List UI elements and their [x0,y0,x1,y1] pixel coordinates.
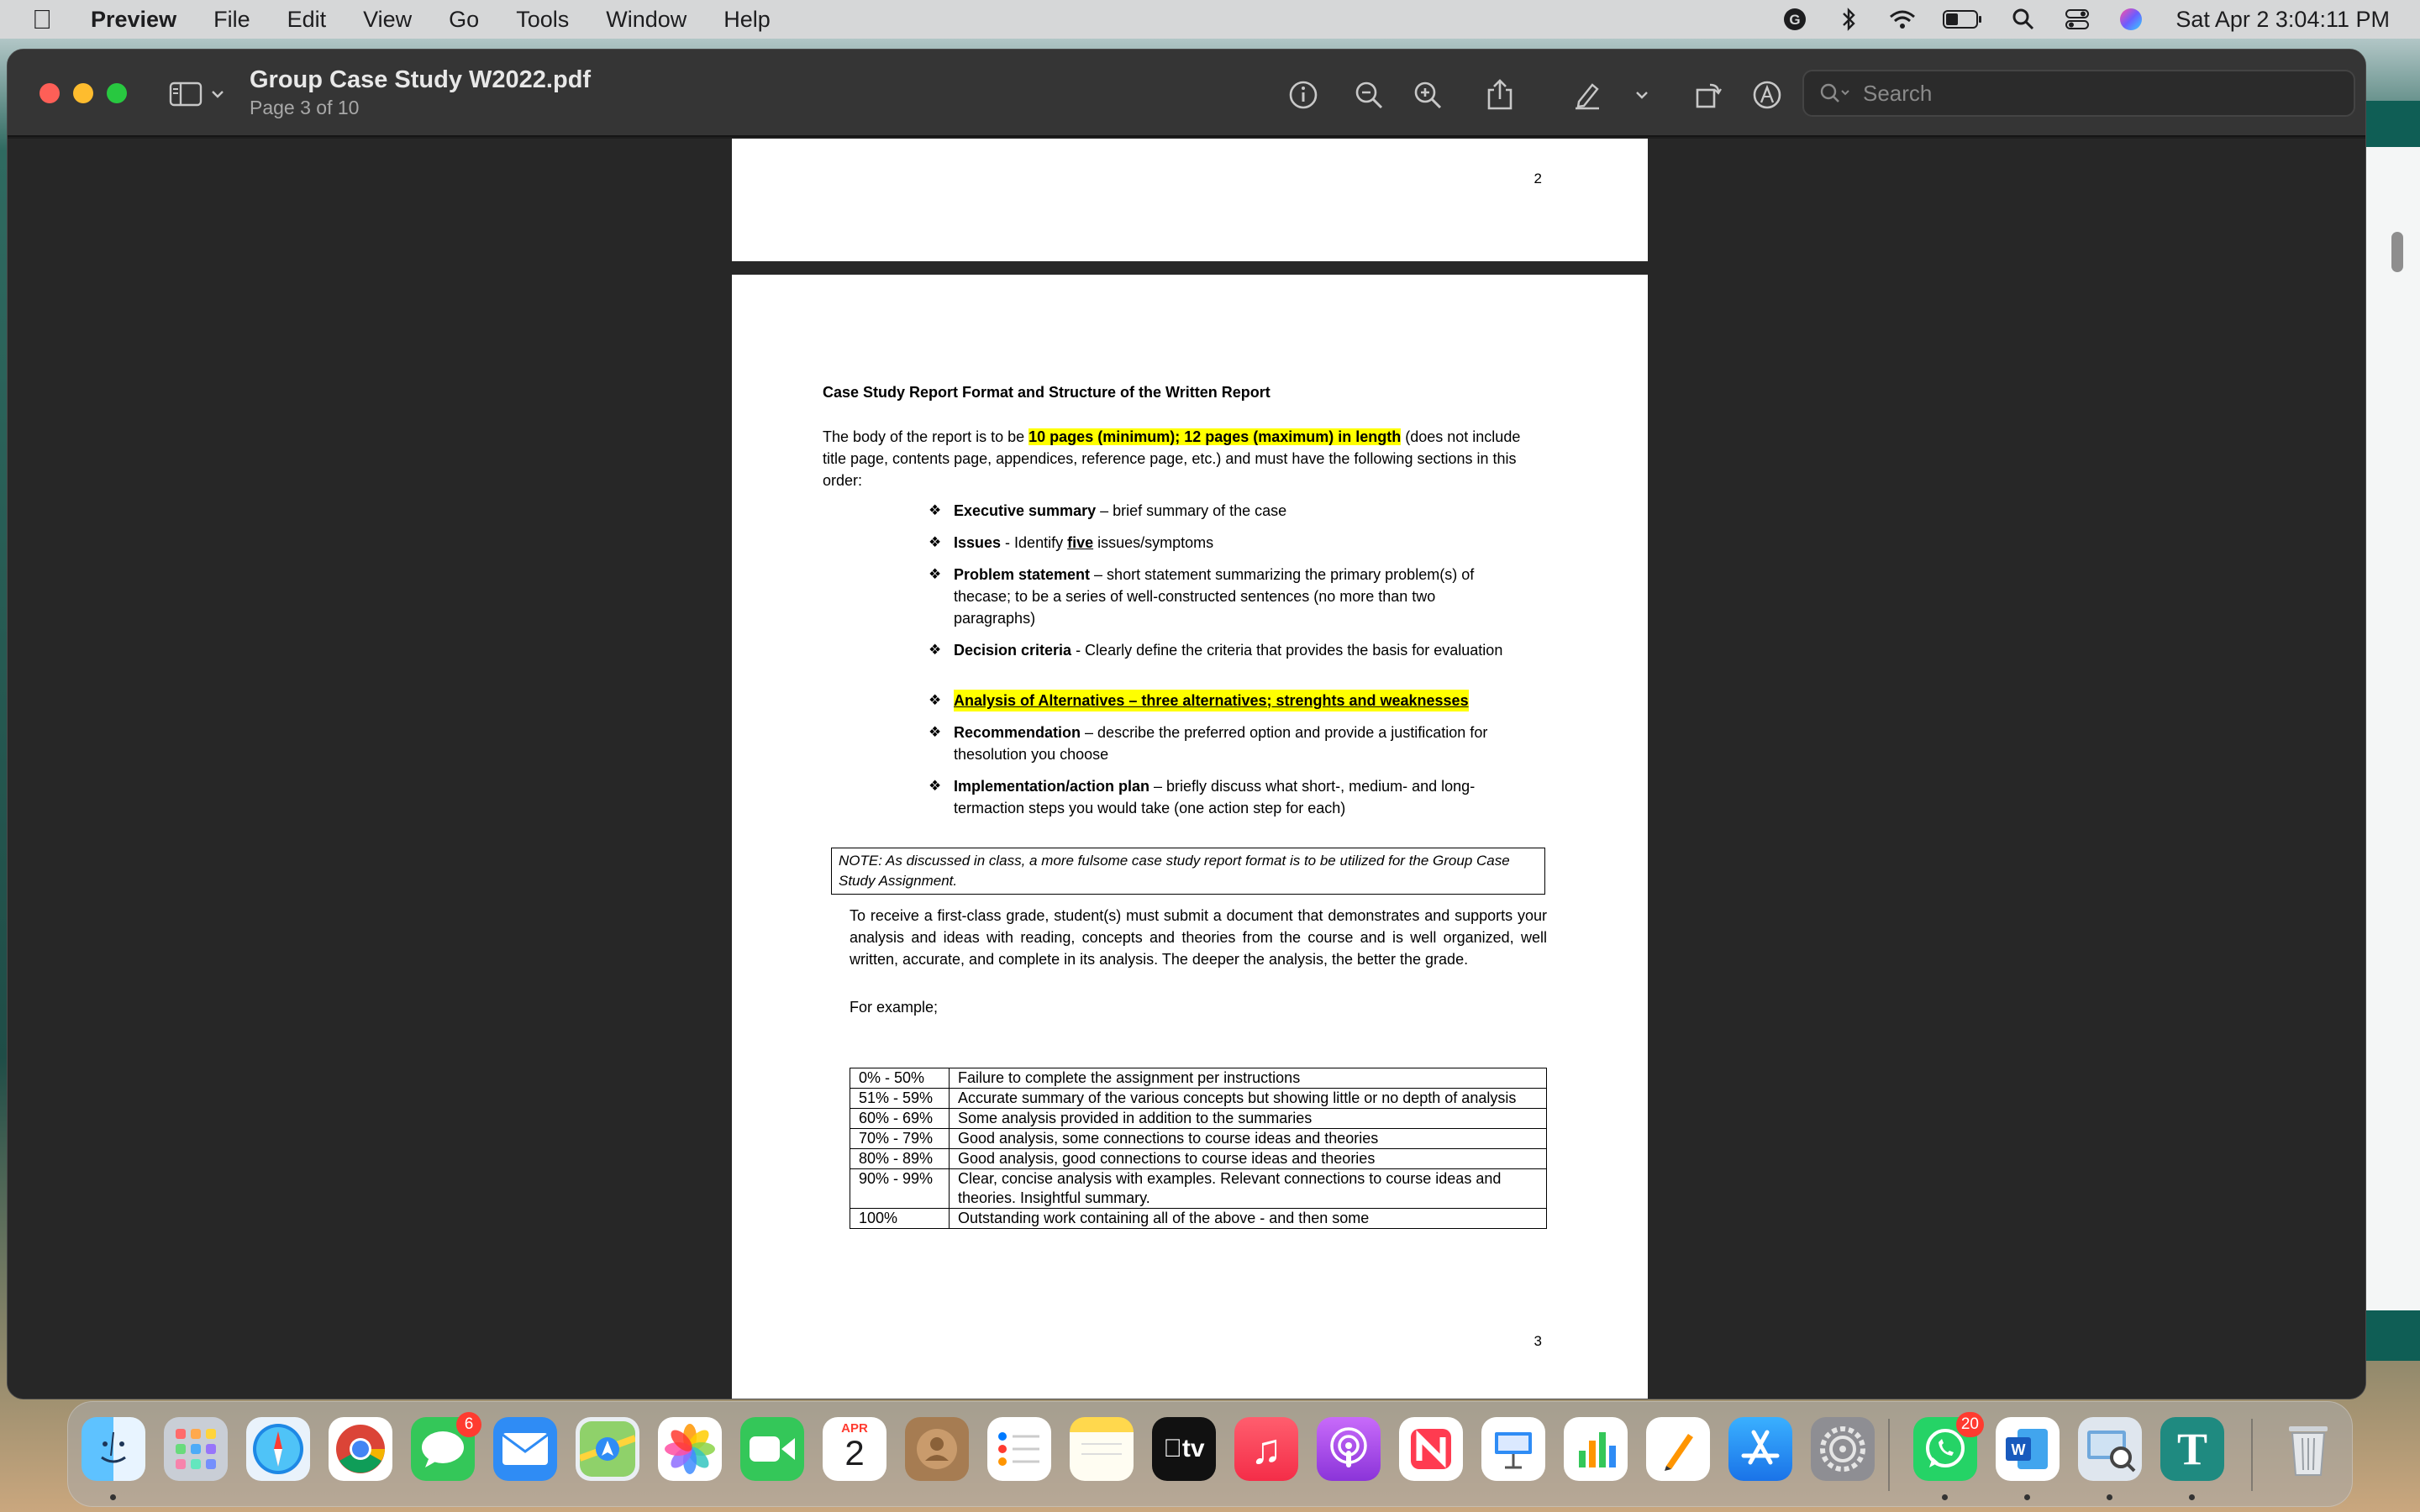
zoom-out-button[interactable] [1352,78,1386,112]
list-item-text: - Identify [1001,534,1068,551]
battery-icon[interactable] [1942,7,1984,32]
grade-range: 70% - 79% [850,1129,950,1149]
sidebar-toggle-button[interactable] [169,80,236,108]
podcasts-icon[interactable] [1317,1417,1381,1481]
grade-description: Some analysis provided in addition to the summaries [950,1109,1547,1129]
maps-icon[interactable] [576,1417,639,1481]
diamond-bullet-icon: ❖ [929,566,942,582]
body-text: (does not include title page, contents page, appendices, reference page, etc.) and must have the following sections in this order: [823,428,1521,489]
list-item [929,639,1559,661]
list-item-term: Executive summary [954,502,1097,519]
highlighter-pen-icon [1572,80,1602,110]
list-item-text: - Clearly define the criteria that provides the basis for evaluation [1071,642,1503,659]
close-window-button[interactable] [39,83,60,103]
document-viewer[interactable] [8,139,2365,1399]
body-paragraph [823,426,1528,491]
list-item-emphasis: five [1067,534,1094,551]
table-row [850,1089,1547,1109]
highlighted-text: 10 pages (minimum); 12 pages (maximum) in length [1028,428,1402,445]
list-item-text: – short statement summarizing the primary problem(s) of thecase; to be a series of well-constructed sentences (no more than two paragraphs) [954,566,1475,627]
messages-badge: 6 [456,1412,481,1437]
rotate-button[interactable] [1691,78,1725,112]
menu-window[interactable]: Window [606,6,687,32]
photos-icon[interactable] [658,1417,722,1481]
tv-app-label: tv [1172,1435,1196,1462]
grade-description: Clear, concise analysis with examples. Relevant connections to course ideas and theories. Insightful summary. [950,1169,1547,1209]
apple-tv-icon[interactable] [1152,1417,1216,1481]
pdf-page-previous [732,139,1648,261]
share-icon [1485,78,1515,112]
search-input[interactable] [1863,81,2333,107]
grade-description: Accurate summary of the various concepts but showing little or no depth of analysis [950,1089,1547,1109]
body-text: The body of the report is to be [823,428,1029,445]
grade-description: Outstanding work containing all of the above - and then some [950,1209,1547,1229]
list-item [929,564,1559,629]
table-row [850,1129,1547,1149]
preview-window [7,49,2366,1399]
list-item [929,722,1559,765]
system-preferences-icon[interactable] [1811,1417,1875,1481]
numbers-icon[interactable] [1564,1417,1628,1481]
mail-icon[interactable] [493,1417,557,1481]
menu-go[interactable]: Go [449,6,480,32]
launchpad-icon[interactable] [164,1417,228,1481]
grading-paragraph: To receive a first-class grade, student(s) must submit a document that demonstrates and supports your analysis and ideas with reading, concepts and theories from the course and is well organized, well written, accurate, and complete in its analysis. The deeper the analysis, the better the grade. [850,907,1547,968]
calendar-icon[interactable] [823,1417,886,1481]
finder-icon[interactable] [82,1417,145,1481]
whatsapp-icon[interactable] [1913,1417,1977,1481]
minimize-window-button[interactable] [73,83,93,103]
markup-pen-circle-icon [1752,80,1782,110]
grade-description: Failure to complete the assignment per instructions [950,1068,1547,1089]
grade-description: Good analysis, some connections to course ideas and theories [950,1129,1547,1149]
zoom-in-button[interactable] [1411,78,1444,112]
rotate-icon [1693,80,1723,110]
info-button[interactable] [1286,78,1320,112]
menu-tools[interactable]: Tools [516,6,570,32]
list-item-term: Recommendation [954,724,1081,741]
menu-app-name[interactable]: Preview [91,6,177,32]
chevron-down-icon [1635,90,1649,100]
grade-range: 90% - 99% [850,1169,950,1209]
note-box: NOTE: As discussed in class, a more fulsome case study report format is to be utilized for the Group Case Study Assignment. [831,848,1545,895]
chrome-icon[interactable] [329,1417,392,1481]
list-item-text: – describe the preferred option and provide a justification for thesolution you choose [954,724,1488,763]
table-row [850,1149,1547,1169]
control-center-icon[interactable] [2063,7,2091,32]
section-heading: Case Study Report Format and Structure of the Written Report [823,384,1270,401]
news-icon[interactable] [1399,1417,1463,1481]
table-row [850,1109,1547,1129]
notes-icon[interactable] [1070,1417,1134,1481]
menu-bar [0,0,2420,39]
chevron-down-icon [211,89,224,99]
zoom-window-button[interactable] [107,83,127,103]
document-title: Group Case Study W2022.pdf [250,66,592,93]
grade-description: Good analysis, good connections to course ideas and theories [950,1149,1547,1169]
grammarly-icon[interactable] [1781,7,1809,32]
list-item-text: – brief summary of the case [1096,502,1287,519]
markup-menu-button[interactable] [1629,78,1655,112]
table-row [850,1068,1547,1089]
example-label: For example; [850,999,939,1016]
menu-help[interactable]: Help [723,6,771,32]
page-number: 3 [1534,1333,1542,1349]
typora-icon[interactable]: T [2160,1417,2224,1481]
menu-edit[interactable]: Edit [287,6,327,32]
share-button[interactable] [1483,78,1517,112]
svg-text:W: W [2011,1441,2026,1458]
safari-icon[interactable] [246,1417,310,1481]
bluetooth-icon[interactable] [1834,7,1863,32]
keynote-icon[interactable] [1481,1417,1545,1481]
svg-text:G: G [1789,12,1801,28]
menu-file[interactable]: File [213,6,250,32]
menu-view[interactable]: View [363,6,413,32]
table-row [850,1169,1547,1209]
info-icon [1288,80,1318,110]
table-row [850,1209,1547,1229]
search-field[interactable] [1802,70,2355,117]
whatsapp-badge: 20 [1956,1412,1984,1437]
window-toolbar [8,50,2365,137]
diamond-bullet-icon: ❖ [929,502,942,518]
preview-app-icon[interactable] [2078,1417,2142,1481]
list-item-text: issues/symptoms [1093,534,1214,551]
calendar-day: 2 [844,1432,865,1473]
list-item [929,532,1559,554]
calendar-month: APR [841,1420,868,1436]
word-icon[interactable] [1996,1417,2060,1481]
background-window-edge [2365,101,2420,1361]
list-item [929,500,1559,522]
spotlight-icon[interactable] [2009,7,2038,32]
music-icon[interactable]: ♫ [1234,1417,1298,1481]
pages-icon[interactable] [1646,1417,1710,1481]
app-store-icon[interactable] [1728,1417,1792,1481]
markup-highlight-button[interactable] [1570,78,1604,112]
diamond-bullet-icon: ❖ [929,692,942,708]
grading-table [850,1068,1547,1229]
grade-range: 80% - 89% [850,1149,950,1169]
contacts-icon[interactable] [905,1417,969,1481]
grade-range: 60% - 69% [850,1109,950,1129]
zoom-out-icon [1354,80,1384,110]
report-sections-list [929,500,1559,829]
menubar-clock[interactable]: Sat Apr 2 3:04:11 PM [2175,6,2390,32]
list-item-term: Implementation/action plan [954,778,1150,795]
diamond-bullet-icon: ❖ [929,642,942,658]
siri-icon[interactable] [2117,7,2145,32]
facetime-icon[interactable] [740,1417,804,1481]
highlighted-list-item: Analysis of Alternatives – three alternatives; strenghts and weaknesses [954,690,1469,711]
grade-range: 0% - 50% [850,1068,950,1089]
list-item-term: Issues [954,534,1002,551]
grade-range: 51% - 59% [850,1089,950,1109]
trash-icon[interactable] [2276,1417,2340,1481]
list-item-term: Problem statement [954,566,1091,583]
page-number: 2 [1534,171,1542,186]
diamond-bullet-icon: ❖ [929,778,942,794]
diamond-bullet-icon: ❖ [929,724,942,740]
pdf-page-current [732,275,1648,1399]
apple-menu-icon[interactable] [32,4,66,35]
markup-toolbar-button[interactable] [1750,78,1784,112]
list-item [929,690,1559,711]
page-indicator: Page 3 of 10 [250,97,360,118]
wifi-icon[interactable] [1888,7,1917,32]
search-icon [1819,82,1851,104]
dock [67,1401,2353,1507]
messages-icon[interactable] [411,1417,475,1481]
scrollbar-thumb[interactable] [2391,232,2403,272]
list-item-text: – briefly discuss what short-, medium- and long-termaction steps you would take (one action step for each) [954,778,1476,816]
diamond-bullet-icon: ❖ [929,534,942,550]
list-item-term: Decision criteria [954,642,1072,659]
grade-range: 100% [850,1209,950,1229]
reminders-icon[interactable] [987,1417,1051,1481]
sidebar-icon [169,81,203,107]
list-item [929,775,1559,819]
zoom-in-icon [1413,80,1443,110]
